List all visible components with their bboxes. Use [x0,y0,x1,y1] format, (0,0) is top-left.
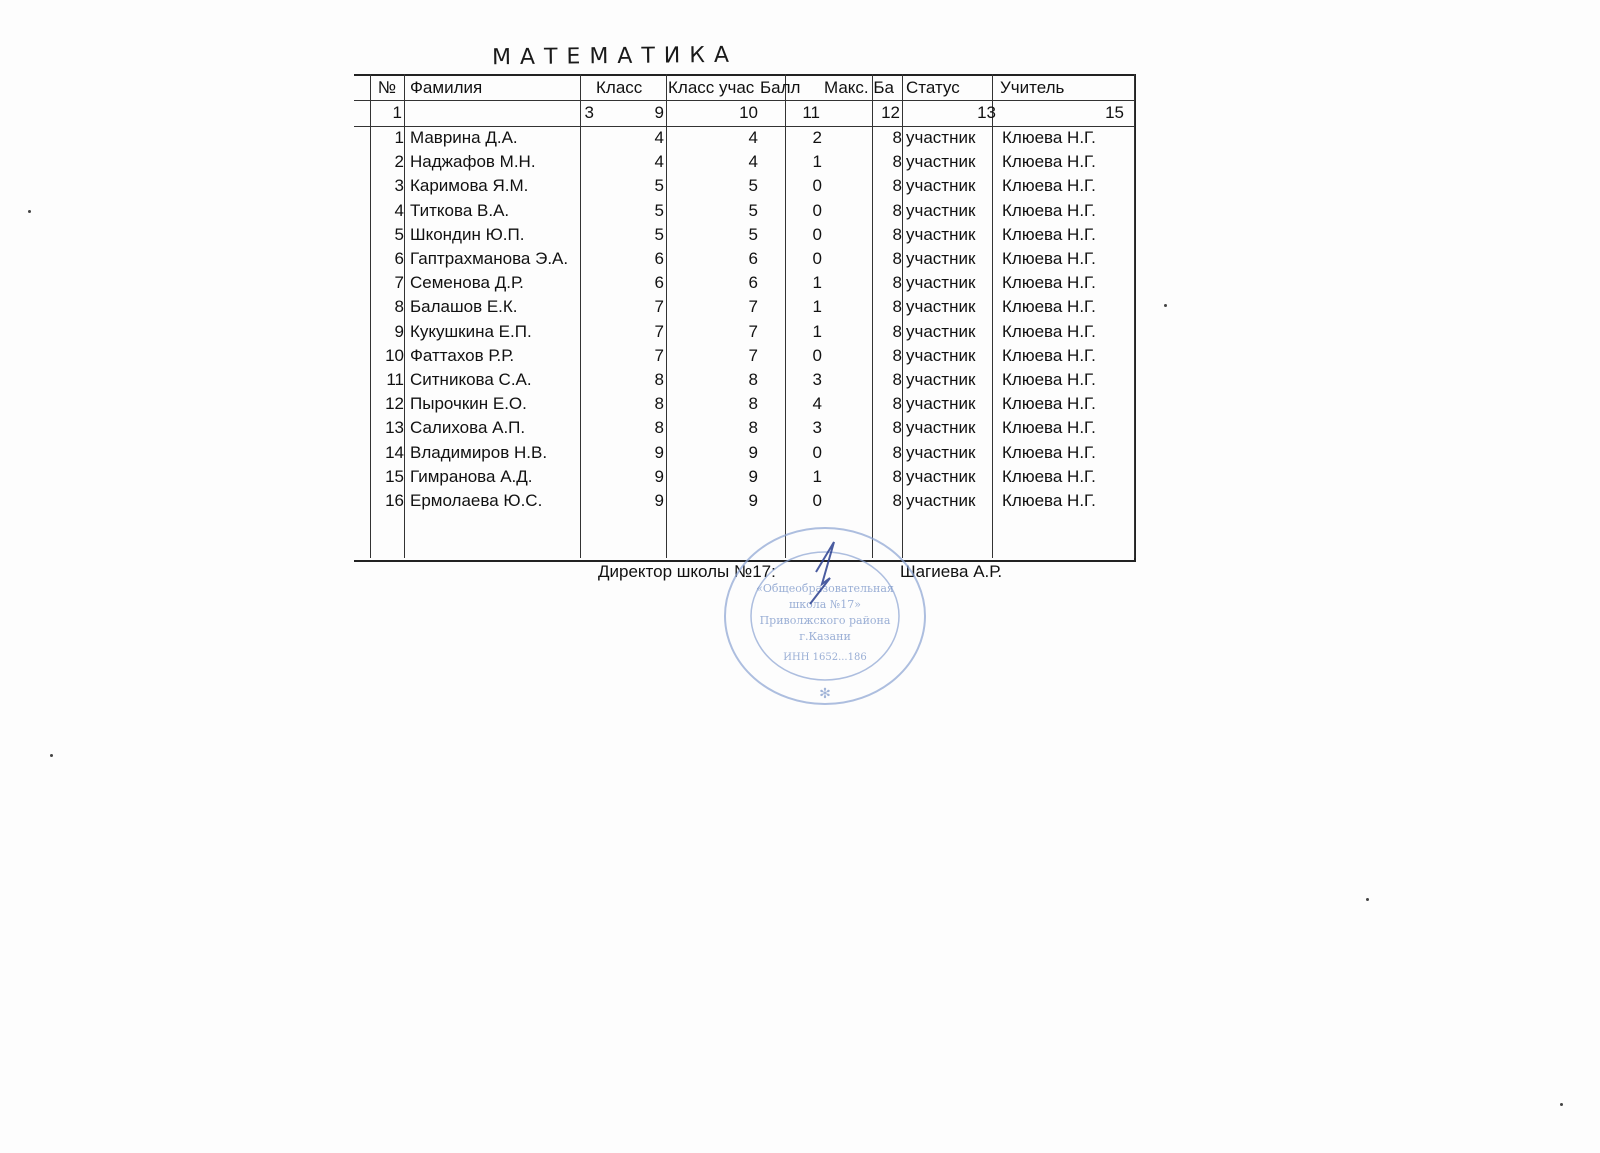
student-class: 9 [654,443,664,462]
participant-status: участник [906,201,976,220]
student-class: 5 [654,201,664,220]
student-name: Кукушкина Е.П. [410,322,532,341]
participation-class: 5 [748,176,758,195]
max-score: 8 [892,297,902,316]
participant-status: участник [906,467,976,486]
participant-status: участник [906,249,976,268]
score: 2 [812,128,822,147]
director-label: Директор школы №17: [598,562,776,581]
student-class: 4 [654,128,664,147]
participation-class: 7 [748,297,758,316]
participant-status: участник [906,491,976,510]
participant-status: участник [906,297,976,316]
column-header: № [377,78,397,97]
student-name: Наджафов М.Н. [410,152,536,171]
teacher-name: Клюева Н.Г. [1002,346,1096,365]
student-class: 8 [654,418,664,437]
participation-class: 4 [748,152,758,171]
participant-status: участник [906,370,976,389]
stamp-text: «Общеобразовательная [756,582,894,595]
teacher-name: Клюева Н.Г. [1002,297,1096,316]
director-name: Шагиева А.Р. [900,562,1003,581]
row-number: 5 [394,225,404,244]
max-score: 8 [892,201,902,220]
student-name: Титкова В.А. [410,201,510,220]
student-name: Ермолаева Ю.С. [410,491,543,510]
column-divider [992,74,993,558]
column-header: Учитель [1000,78,1065,97]
score: 0 [812,491,822,510]
participant-status: участник [906,322,976,341]
participant-status: участник [906,273,976,292]
participant-status: участник [906,176,976,195]
row-number: 16 [385,491,404,510]
max-score: 8 [892,443,902,462]
teacher-name: Клюева Н.Г. [1002,152,1096,171]
participant-status: участник [906,418,976,437]
participation-class: 8 [748,418,758,437]
row-number: 13 [385,418,404,437]
participation-class: 5 [748,201,758,220]
row-number: 1 [394,128,404,147]
header-divider [354,100,1134,101]
score: 1 [812,152,822,171]
teacher-name: Клюева Н.Г. [1002,491,1096,510]
teacher-name: Клюева Н.Г. [1002,443,1096,462]
student-name: Гимранова А.Д. [410,467,533,486]
student-name: Гаптрахманова Э.А. [410,249,569,268]
scan-speck [1560,1103,1563,1106]
score: 3 [812,370,822,389]
student-name: Ситникова С.А. [410,370,532,389]
max-score: 8 [892,249,902,268]
teacher-name: Клюева Н.Г. [1002,176,1096,195]
student-class: 8 [654,394,664,413]
teacher-name: Клюева Н.Г. [1002,128,1096,147]
column-number: 11 [802,103,820,122]
row-number: 7 [394,273,404,292]
student-class: 6 [654,273,664,292]
svg-text:✻: ✻ [819,685,831,701]
participation-class: 4 [748,128,758,147]
max-score: 8 [892,418,902,437]
column-number: 12 [881,103,900,122]
column-number: 9 [654,103,664,122]
student-class: 7 [654,297,664,316]
scan-speck [50,754,53,757]
teacher-name: Клюева Н.Г. [1002,201,1096,220]
row-number: 8 [394,297,404,316]
max-score: 8 [892,225,902,244]
score: 0 [812,176,822,195]
score: 3 [812,418,822,437]
scan-speck [1164,304,1167,307]
max-score: 8 [892,346,902,365]
participant-status: участник [906,225,976,244]
participation-class: 5 [748,225,758,244]
stamp-text: г.Казани [799,630,851,643]
score: 0 [812,225,822,244]
participation-class: 7 [748,346,758,365]
row-number: 12 [385,394,404,413]
teacher-name: Клюева Н.Г. [1002,322,1096,341]
score: 1 [812,273,822,292]
student-name: Каримова Я.М. [410,176,529,195]
row-number: 3 [394,176,404,195]
column-divider [666,74,667,558]
student-class: 8 [654,370,664,389]
student-class: 7 [654,322,664,341]
stamp-inn: ИНН 1652...186 [783,652,867,663]
column-number-divider [354,126,1134,127]
column-header: Фамилия [410,78,483,97]
participation-class: 6 [748,273,758,292]
column-divider [902,74,903,558]
teacher-name: Клюева Н.Г. [1002,394,1096,413]
column-header: Балл [760,78,801,97]
participation-class: 9 [748,443,758,462]
max-score: 8 [892,370,902,389]
column-divider [404,74,405,558]
student-class: 9 [654,467,664,486]
max-score: 8 [892,467,902,486]
participation-class: 8 [748,394,758,413]
document-title: МАТЕМАТИКА [491,42,739,71]
participant-status: участник [906,128,976,147]
school-stamp [718,520,932,708]
row-number: 4 [394,201,404,220]
student-name: Фаттахов Р.Р. [410,346,515,365]
participant-status: участник [906,152,976,171]
column-divider [370,74,371,558]
stamp-text: Приволжского района [759,614,891,627]
scan-speck [28,210,31,213]
column-number: 10 [739,103,758,122]
max-score: 8 [892,176,902,195]
scan-speck [1366,898,1369,901]
column-header: Статус [906,78,960,97]
max-score: 8 [892,128,902,147]
participation-class: 9 [748,491,758,510]
score: 1 [812,297,822,316]
student-name: Салихова А.П. [410,418,526,437]
max-score: 8 [892,152,902,171]
score: 1 [812,322,822,341]
teacher-name: Клюева Н.Г. [1002,370,1096,389]
row-number: 2 [394,152,404,171]
participant-status: участник [906,394,976,413]
score: 4 [812,394,822,413]
column-number: 3 [584,103,594,122]
max-score: 8 [892,491,902,510]
student-name: Пырочкин Е.О. [410,394,527,413]
student-class: 4 [654,152,664,171]
max-score: 8 [892,322,902,341]
student-name: Семенова Д.Р. [410,273,524,292]
score: 1 [812,467,822,486]
participant-status: участник [906,346,976,365]
row-number: 10 [385,346,404,365]
teacher-name: Клюева Н.Г. [1002,418,1096,437]
teacher-name: Клюева Н.Г. [1002,249,1096,268]
student-class: 7 [654,346,664,365]
max-score: 8 [892,394,902,413]
column-number: 15 [1105,103,1124,122]
participation-class: 8 [748,370,758,389]
participant-status: участник [906,443,976,462]
student-class: 9 [654,491,664,510]
column-number: 13 [977,103,996,122]
score: 0 [812,249,822,268]
participation-class: 6 [748,249,758,268]
participation-class: 9 [748,467,758,486]
student-class: 5 [654,225,664,244]
column-header: Макс. Ба [824,78,894,97]
student-class: 6 [654,249,664,268]
score: 0 [812,201,822,220]
column-divider [1134,74,1135,558]
student-name: Балашов Е.К. [410,297,518,316]
score: 0 [812,443,822,462]
student-name: Маврина Д.А. [410,128,518,147]
stamp-text: школа №17» [789,598,861,611]
student-name: Владимиров Н.В. [410,443,548,462]
column-number: 1 [392,103,402,122]
row-number: 6 [394,249,404,268]
student-class: 5 [654,176,664,195]
score: 0 [812,346,822,365]
row-number: 14 [385,443,404,462]
row-number: 9 [394,322,404,341]
row-number: 15 [385,467,404,486]
student-name: Шкондин Ю.П. [410,225,525,244]
column-header: Класс [596,78,643,97]
teacher-name: Клюева Н.Г. [1002,273,1096,292]
row-number: 11 [386,370,404,389]
teacher-name: Клюева Н.Г. [1002,467,1096,486]
max-score: 8 [892,273,902,292]
participation-class: 7 [748,322,758,341]
column-header: Класс учас [668,78,755,97]
teacher-name: Клюева Н.Г. [1002,225,1096,244]
